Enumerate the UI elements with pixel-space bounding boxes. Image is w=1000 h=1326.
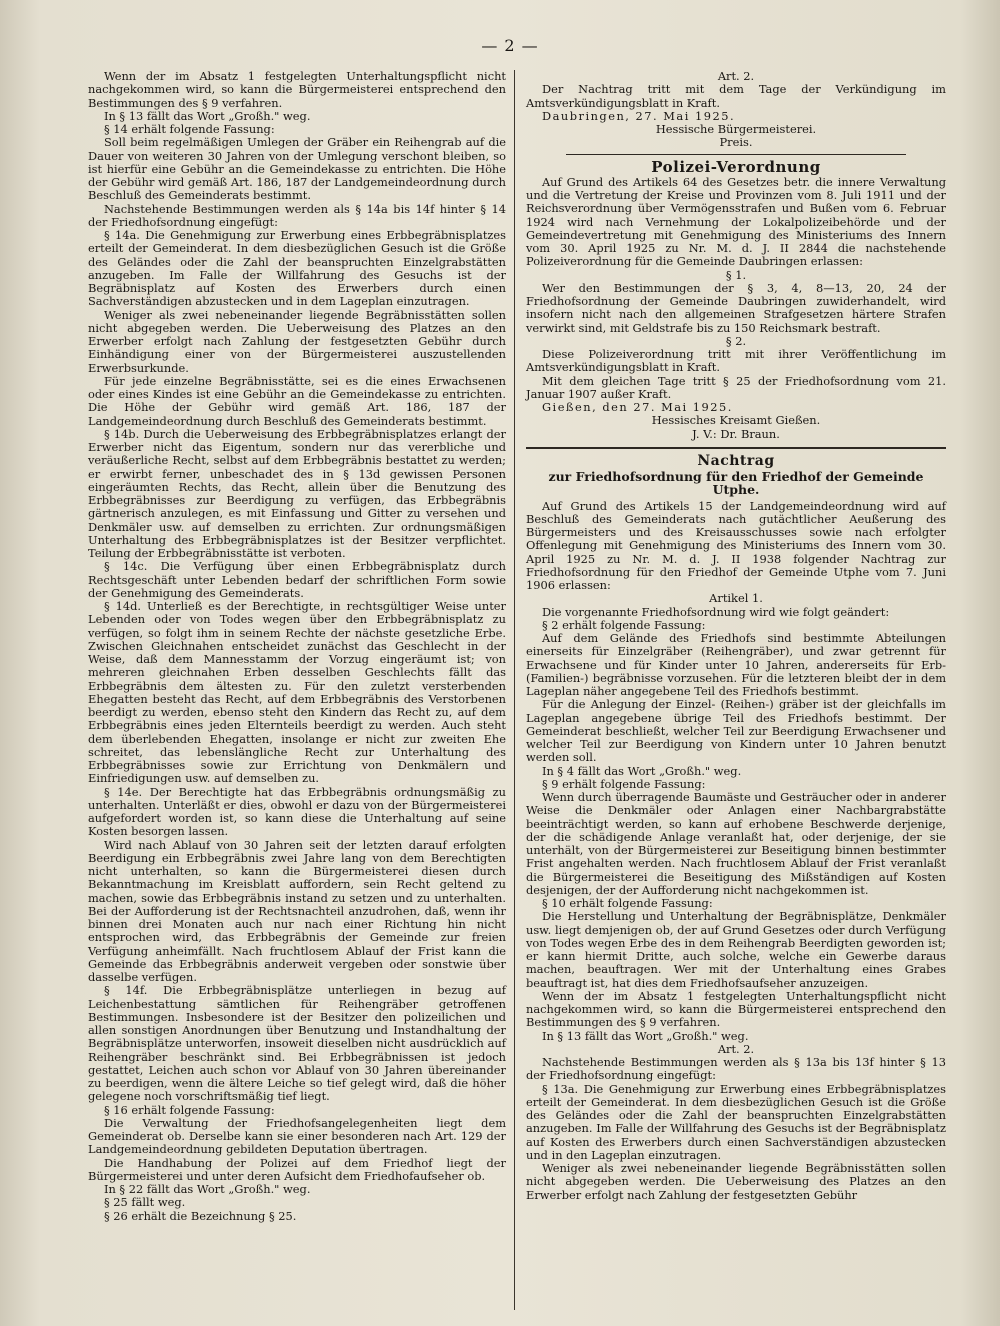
nachtrag-title: Nachtrag: [697, 452, 775, 469]
article-1-paragraph: Auf dem Gelände des Friedhofs sind bestimmte Abteilungen einerseits für Einzelgräber (Reihengräber), und zwar getrennt für Erwachsene und für Kinder unter 10 Jahren, andererseits für Erb- (Familien-) begräbnisse vorzusehen. Für die letzteren bleibt der in dem Lageplan näher angegebene Teil des Friedhofs bestimmt.: [526, 631, 946, 698]
article-2b-paragraph: Nachstehende Bestimmungen werden als § 13a bis 13f hinter § 13 der Friedhofsordnung eingefügt:: [526, 1055, 946, 1083]
article-1-paragraph: Wenn der im Absatz 1 festgelegten Unterhaltungspflicht nicht nachgekommen wird, so kann die Bürgermeisterei entsprechend den Bestimmungen des § 9 verfahren.: [526, 988, 946, 1030]
left-paragraph: Nachstehende Bestimmungen werden als § 14a bis 14f hinter § 14 der Friedhofsordnung eingefügt:: [88, 201, 506, 229]
pv-section-2-text: Diese Polizeiverordnung tritt mit ihrer Veröffentlichung im Amtsverkündigungsblatt in Kraft.: [526, 347, 946, 375]
pv-section-2-text-2: Mit dem gleichen Tage tritt § 25 der Friedhofsordnung vom 21. Januar 1907 außer Kraft.: [526, 373, 946, 401]
signature-place-1: Daubringen, 27. Mai 1925.: [541, 108, 736, 123]
polizei-intro: Auf Grund des Artikels 64 des Gesetzes betr. die innere Verwaltung und die Vertretung der Kreise und Provinzen vom 8. Juli 1911 und der Reichsverordnung über Vermögensstrafen und Bußen vom 6. Februar 1924 wird nach Vernehmung der Lokalpolizeibehörde und der Gemeindevertretung mit Genehmigung des Ministeriums des Innern vom 30. April 1925 zu Nr. M. d. J. II 2844 die nachstehende Polizeiverordnung für die Gemeinde Daubringen erlassen:: [526, 174, 946, 269]
article-1-paragraph: § 9 erhält folgende Fassung:: [541, 776, 706, 791]
left-column: [88, 70, 506, 1223]
art2-heading: Art. 2.: [717, 69, 755, 83]
pv-section-1-heading: § 1.: [725, 267, 747, 282]
article-2b-heading: Art. 2.: [717, 1041, 755, 1056]
left-paragraph: § 14f. Die Erbbegräbnisplätze unterliegen in bezug auf Leichenbestattung sämtlichen für Reihengräber getroffenen Bestimmungen. Insbesondere ist der Besitzer den polizeilichen und allen sonstigen Anordnungen über Benutzung und Instandhaltung der Begräbnisplätze unterworfen, insoweit dieselben nicht ausdrücklich auf Reihengräber beschränkt sind. Bei Erbbegräbnissen ist jedoch gestattet, Leichen auch schon vor Ablauf von 30 Jahren übereinander zu beerdigen, wenn die ältere Leiche so tief gelegt wird, daß die höher gelegene noch vorschriftsmäßig tief liegt.: [88, 983, 506, 1104]
signature-name-1: Preis.: [719, 135, 753, 150]
left-paragraph: Soll beim regelmäßigen Umlegen der Gräber ein Reihengrab auf die Dauer von weiteren 30 Jahren von der Umlegung verschont bleiben, so ist hierfür eine Gebühr an die Gemeindekasse zu entrichten. Die Höhe der Gebühr wird gemäß Art. 186, 187 der Landgemeindeordnung durch Beschluß des Gemeinderats bestimmt.: [88, 135, 506, 203]
signature-office-2: Hessisches Kreisamt Gießen.: [651, 413, 821, 428]
page-number: — 2 —: [481, 36, 539, 55]
left-paragraph: In § 13 fällt das Wort „Großh." weg.: [103, 108, 311, 123]
left-paragraph: § 14 erhält folgende Fassung:: [103, 122, 275, 136]
article-1-paragraph: § 10 erhält folgende Fassung:: [541, 896, 713, 910]
left-paragraph: § 26 erhält die Bezeichnung § 25.: [103, 1208, 297, 1223]
article-1-paragraph: In § 4 fällt das Wort „Großh." weg.: [541, 763, 742, 778]
left-paragraph: Die Verwaltung der Friedhofsangelegenheiten liegt dem Gemeinderat ob. Derselbe kann sie einer besonderen nach Art. 129 der Landgemeindeordnung gebildeten Deputation übertragen.: [88, 1115, 506, 1157]
left-paragraph: Für jede einzelne Begräbnisstätte, sei es die eines Erwachsenen oder eines Kindes ist eine Gebühr an die Gemeindekasse zu entrichten. Die Höhe der Gebühr wird gemäß Art. 186, 187 der Landgemeindeordnung durch Beschluß des Gemeinderats bestimmt.: [88, 373, 506, 428]
left-paragraph: § 14b. Durch die Ueberweisung des Erbbegräbnisplatzes erlangt der Erwerber nicht das Eigentum, sondern nur das vererbliche und veräußerliche Recht, selbst auf dem Erbbegräbnis bestattet zu werden; er erwirbt ferner, unbeschadet des in § 13d gewissen Personen eingeräumten Rechts, das Recht, allein über die Benutzung des Erbbegräbnisses zur Beerdigung zu verfügen, das Erbbegräbnis gärtnerisch anzulegen, es mit Einfassung und Gitter zu versehen und Denkmäler usw. auf demselben zu errichten. Zur ordnungsmäßigen Unterhaltung des Erbbegräbnisplatzes ist der Besitzer verpflichtet. Teilung der Erbbegräbnisstätte ist verboten.: [88, 426, 506, 560]
pv-section-1-text: Wer den Bestimmungen der § 3, 4, 8—13, 20, 24 der Friedhofsordnung der Gemeinde Daubringen zuwiderhandelt, wird insofern nicht nach den allgemeinen Strafgesetzen härtere Strafen verwirkt sind, mit Geldstrafe bis zu 150 Reichsmark bestraft.: [526, 280, 946, 335]
left-paragraph: Wenn der im Absatz 1 festgelegten Unterhaltungspflicht nicht nachgekommen wird, so kann die Bürgermeisterei entsprechend den Bestimmungen des § 9 verfahren.: [88, 69, 506, 110]
left-paragraph: Die Handhabung der Polizei auf dem Friedhof liegt der Bürgermeisterei und unter deren Aufsicht dem Friedhofaufseher ob.: [88, 1155, 506, 1183]
left-paragraph: § 16 erhält folgende Fassung:: [103, 1102, 275, 1117]
signature-place-2: Gießen, den 27. Mai 1925.: [541, 400, 733, 414]
left-column-paragraphs: [88, 70, 506, 1223]
pv-section-2-heading: § 2.: [725, 333, 747, 348]
left-paragraph: § 14e. Der Berechtigte hat das Erbbegräbnis ordnungsmäßig zu unterhalten. Unterläßt er dies, obwohl er dazu von der Bürgermeisterei aufgefordert worden ist, so kann diese die Unterhaltung auf seine Kosten besorgen lassen.: [88, 784, 506, 839]
article-1-paragraph: Für die Anlegung der Einzel- (Reihen-) gräber ist der gleichfalls im Lageplan angegebene übrige Teil des Friedhofs bestimmt. Der Gemeinderat beschließt, welcher Teil zur Beerdigung Erwachsener und welcher Teil zur Beerdigung von Kindern unter 10 Jahren benutzt werden soll.: [526, 697, 946, 765]
article-2b-paragraph: § 13a. Die Genehmigung zur Erwerbung eines Erbbegräbnisplatzes erteilt der Gemeinderat. In dem diesbezüglichen Gesuch ist die Größe des Geländes oder die Zahl der beanspruchten Einzelgrabstätten anzugeben. Im Falle der Willfahrung des Gesuchs ist der Begräbnisplatz auf Kosten des Erwerbers durch einen Sachverständigen abzustecken und in den Lageplan einzutragen.: [526, 1081, 946, 1162]
left-paragraph: Weniger als zwei nebeneinander liegende Begräbnisstätten sollen nicht abgegeben werden. Die Ueberweisung des Platzes an den Erwerber erfolgt nach Zahlung der festgesetzten Gebühr durch Einhändigung einer von der Bürgermeisterei auszustellenden Erwerbsurkunde.: [88, 307, 506, 375]
article-1-intro: Die vorgenannte Friedhofsordnung wird wie folgt geändert:: [541, 604, 890, 619]
left-paragraph: In § 22 fällt das Wort „Großh." weg.: [103, 1182, 311, 1196]
right-column: [526, 70, 946, 1202]
polizei-verordnung-title: Polizei-Verordnung: [651, 157, 821, 176]
left-paragraph: § 14a. Die Genehmigung zur Erwerbung eines Erbbegräbnisplatzes erteilt der Gemeinderat. In dem diesbezüglichen Gesuch ist die Größe des Geländes oder die Zahl der beanspruchten Einzelgrabstätten anzugeben. Im Falle der Willfahrung des Gesuchs ist der Begräbnisplatz auf Kosten des Erwerbers durch einen Sachverständigen abzustecken und in dem Lageplan einzutragen.: [88, 228, 506, 309]
art2-text: Der Nachtrag tritt mit dem Tage der Verkündigung im Amtsverkündigungsblatt in Kraft.: [526, 82, 946, 110]
article-1-paragraph: Die Herstellung und Unterhaltung der Begräbnisplätze, Denkmäler usw. liegt demjenigen ob, der auf Grund Gesetzes oder durch Verfügung von Todes wegen Erbe des in dem Reihengrab Beerdigten geworden ist; er kann hiermit Dritte, auch solche, welche ein Gewerbe daraus machen, beauftragen. Wer mit der Unterhaltung eines Grabes beauftragt ist, hat dies dem Friedhofsaufseher anzuzeigen.: [526, 909, 946, 990]
column-divider: [514, 70, 515, 1310]
signature-name-2: J. V.: Dr. Braun.: [692, 426, 780, 441]
signature-office-1: Hessische Bürgermeisterei.: [655, 122, 817, 136]
nachtrag-subtitle: zur Friedhofsordnung für den Friedhof der Gemeinde Utphe.: [548, 469, 924, 498]
article-1-heading: Artikel 1.: [709, 591, 763, 606]
article-1-paragraph: § 2 erhält folgende Fassung:: [541, 617, 706, 632]
section-rule: [566, 154, 906, 155]
left-paragraph: § 25 fällt weg.: [103, 1195, 186, 1210]
left-paragraph: Wird nach Ablauf von 30 Jahren seit der letzten darauf erfolgten Beerdigung ein Erbbegräbnis zwei Jahre lang von dem Berechtigten nicht unterhalten, so kann die Bürgermeisterei diesen durch Bekanntmachung im Kreisblatt auffordern, sein Recht geltend zu machen, sowie das Erbbegräbnis instand zu setzen und zu unterhalten. Bei der Aufforderung ist der Rechtsnachteil anzudrohen, daß, wenn ihr binnen drei Monaten auch nur nach einer Richtung hin nicht entsprochen wird, das Erbbegräbnis der Gemeinde zur freien Verfügung anheimfällt. Nach fruchtlosem Ablauf der Frist kann die Gemeinde das Erbbegräbnis anderweit vergeben oder sonstwie über dasselbe verfügen.: [88, 837, 506, 984]
left-paragraph: § 14c. Die Verfügung über einen Erbbegräbnisplatz durch Rechtsgeschäft unter Lebenden bedarf der schriftlichen Form sowie der Genehmigung des Gemeinderats.: [88, 559, 506, 600]
section-rule-thick: [526, 447, 946, 449]
nachtrag-intro: Auf Grund des Artikels 15 der Landgemeindeordnung wird auf Beschluß des Gemeinderats nach gutächtlicher Aeußerung des Bürgermeisters und des Kreisausschusses sowie nach erfolgter Offenlegung mit Genehmigung des Ministeriums des Innern vom 30. April 1925 zu Nr. M. d. J. II 1938 folgender Nachtrag zur Friedhofsordnung für den Friedhof der Gemeinde Utphe vom 7. Juni 1906 erlassen:: [526, 498, 946, 592]
article-2b-paragraph: Weniger als zwei nebeneinander liegende Begräbnisstätten sollen nicht abgegeben werden. Die Ueberweisung des Platzes an den Erwerber erfolgt nach Zahlung der festgesetzten Gebühr: [526, 1161, 946, 1202]
left-paragraph: § 14d. Unterließ es der Berechtigte, in rechtsgültiger Weise unter Lebenden oder von Todes wegen über den Erbbegräbnisplatz zu verfügen, so folgt ihm in seinem Rechte der nächste gesetzliche Erbe. Zwischen Gleichnahen entscheidet zunächst das Geschlecht in der Weise, daß dem Mannesstamm der Vorzug eingeräumt ist; von mehreren gleichnahen Erben desselben Geschlechts fällt das Erbbegräbnis dem ältesten zu. Für den zuletzt versterbenden Ehegatten besteht das Recht, auf dem Erbbegräbnis des Verstorbenen beerdigt zu werden, ebenso steht den Kindern das Recht zu, auf dem Erbbegräbnis eines jeden Elternteils beerdigt zu werden. Auch steht dem überlebenden Ehegatten, insolange er nicht zur zweiten Ehe schreitet, das lebenslängliche Recht zur Unterhaltung des Erbbegräbnisses sowie zur Errichtung von Denkmälern und Einfriedigungen usw. auf demselben zu.: [88, 599, 506, 786]
article-1-paragraph: Wenn durch überragende Baumäste und Gesträucher oder in anderer Weise die Denkmäler oder Anlagen einer Nachbargrabstätte beeinträchtigt werden, so kann auf erhobene Beschwerde derjenige, der die schädigende Anlage veranlaßt hat, oder derjenige, der sie unterhält, von der Bürgermeisterei zur Beseitigung binnen bestimmter Frist angehalten werden. Nach fruchtlosem Ablauf der Frist veranlaßt die Bürgermeisterei die Beseitigung des Mißständigen auf Kosten desjenigen, der der Aufforderung nicht nachgekommen ist.: [526, 790, 946, 897]
article-1-paragraph: In § 13 fällt das Wort „Großh." weg.: [541, 1028, 749, 1043]
